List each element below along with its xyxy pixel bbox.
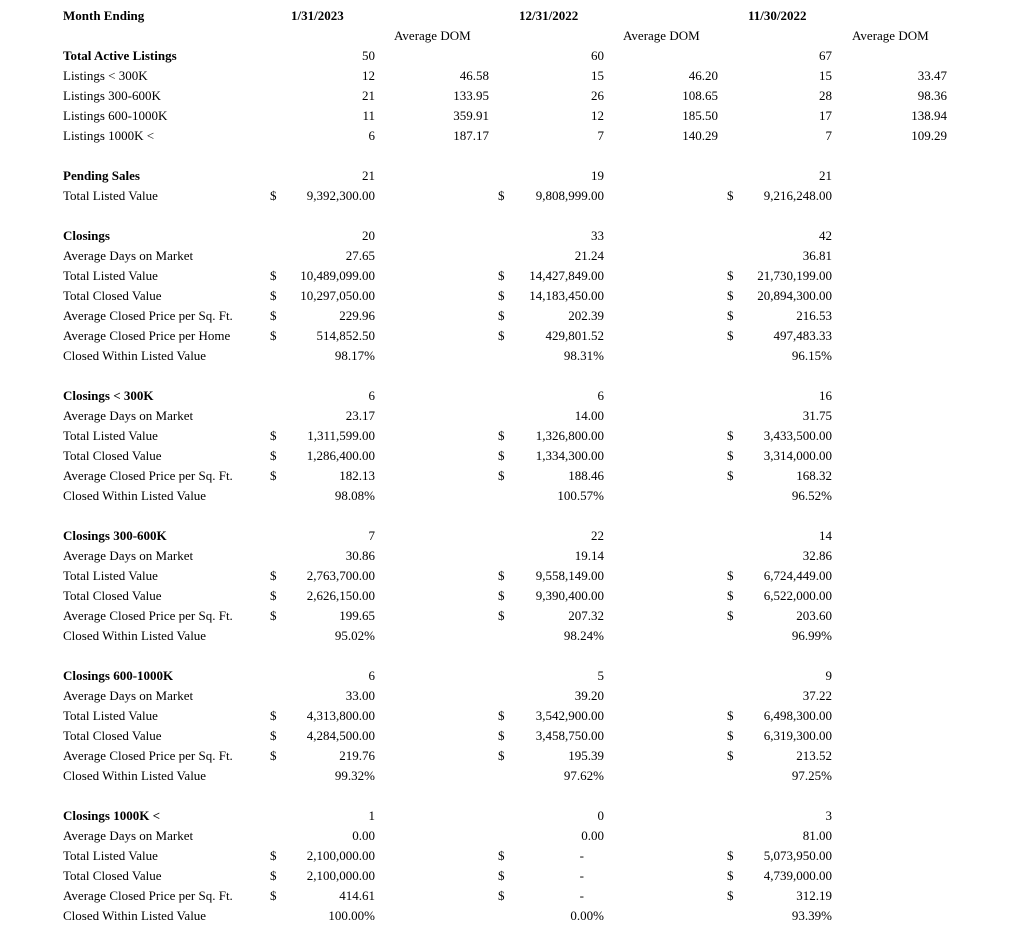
section-count: 5 [597, 668, 604, 683]
metric-value: 36.81 [802, 248, 832, 263]
metric-value: 216.53 [796, 308, 832, 323]
section-count: 19 [591, 168, 604, 183]
metric-value: 182.13 [339, 468, 375, 483]
section-count: 3 [825, 808, 832, 823]
metric-value: 6,319,300.00 [763, 728, 832, 743]
dollar-sign: $ [727, 268, 734, 283]
metric-value: 9,558,149.00 [535, 568, 604, 583]
metric-value: 23.17 [345, 408, 375, 423]
section-count: 0 [597, 808, 604, 823]
metric-value: 14,183,450.00 [529, 288, 604, 303]
metric-value: 95.02% [334, 628, 375, 643]
dollar-sign: $ [498, 268, 505, 283]
metric-value: 207.32 [568, 608, 604, 623]
metric-value: 188.46 [568, 468, 604, 483]
metric-label: Average Closed Price per Sq. Ft. [63, 888, 233, 903]
metric-label: Average Closed Price per Sq. Ft. [63, 748, 233, 763]
metric-value: 97.25% [791, 768, 832, 783]
dollar-sign: $ [727, 608, 734, 623]
section-count: 1 [368, 808, 375, 823]
metric-value: 96.99% [791, 628, 832, 643]
metric-value: 15 [591, 68, 604, 83]
metric-value: 21.24 [574, 248, 604, 263]
metric-value: 1,311,599.00 [307, 428, 375, 443]
metric-value: 1,334,300.00 [535, 448, 604, 463]
average-dom-value: 138.94 [911, 108, 947, 123]
metric-value: 14,427,849.00 [529, 268, 604, 283]
metric-label: Total Closed Value [63, 588, 162, 603]
metric-value: 2,100,000.00 [306, 868, 375, 883]
metric-value: 203.60 [796, 608, 832, 623]
section-count: 50 [362, 48, 375, 63]
average-dom-header: Average DOM [852, 28, 929, 43]
metric-label: Average Days on Market [63, 688, 194, 703]
average-dom-value: 46.20 [688, 68, 718, 83]
dollar-sign: $ [270, 728, 277, 743]
dollar-sign: $ [498, 888, 505, 903]
metric-value: 168.32 [796, 468, 832, 483]
dollar-sign: $ [270, 448, 277, 463]
dollar-sign: $ [498, 188, 505, 203]
metric-value: 6 [368, 128, 375, 143]
metric-value: 2,100,000.00 [306, 848, 375, 863]
average-dom-value: 140.29 [682, 128, 718, 143]
metric-value: 229.96 [339, 308, 375, 323]
dollar-sign: $ [727, 708, 734, 723]
dollar-sign: $ [498, 328, 505, 343]
metric-value: 32.86 [802, 548, 832, 563]
dollar-sign: $ [498, 448, 505, 463]
dollar-sign: $ [498, 288, 505, 303]
dollar-sign: $ [270, 868, 277, 883]
metric-label: Average Days on Market [63, 408, 194, 423]
dollar-sign: $ [270, 608, 277, 623]
metric-value: 2,763,700.00 [306, 568, 375, 583]
metric-value: 15 [819, 68, 832, 83]
metric-value: 199.65 [339, 608, 375, 623]
section-count: 21 [362, 168, 375, 183]
section-title: Closings < 300K [63, 388, 154, 403]
metric-value: 7 [597, 128, 604, 143]
average-dom-value: 108.65 [682, 88, 718, 103]
metric-value: 10,489,099.00 [300, 268, 375, 283]
metric-value: 81.00 [802, 828, 832, 843]
dollar-sign: $ [727, 288, 734, 303]
metric-value: 12 [362, 68, 375, 83]
metric-value: 27.65 [345, 248, 375, 263]
metric-value: 3,542,900.00 [535, 708, 604, 723]
metric-label: Listings 600-1000K [63, 108, 168, 123]
dollar-sign: $ [727, 868, 734, 883]
metric-label: Total Listed Value [63, 428, 158, 443]
metric-value: 9,216,248.00 [763, 188, 832, 203]
dollar-sign: $ [727, 468, 734, 483]
metric-value: 98.24% [563, 628, 604, 643]
metric-value: 195.39 [568, 748, 604, 763]
metric-value: 12 [591, 108, 604, 123]
metric-value: 17 [819, 108, 832, 123]
metric-label: Total Closed Value [63, 728, 162, 743]
metric-label: Closed Within Listed Value [63, 488, 207, 503]
section-title: Pending Sales [63, 168, 140, 183]
dollar-sign: $ [270, 268, 277, 283]
dollar-sign: $ [727, 448, 734, 463]
metric-value: 10,297,050.00 [300, 288, 375, 303]
metric-value: 497,483.33 [773, 328, 832, 343]
section-count: 33 [591, 228, 604, 243]
metric-value: 7 [825, 128, 832, 143]
metric-value: 1,326,800.00 [535, 428, 604, 443]
metric-value: 30.86 [345, 548, 375, 563]
metric-label: Average Closed Price per Sq. Ft. [63, 468, 233, 483]
metric-label: Average Closed Price per Sq. Ft. [63, 308, 233, 323]
metric-value: 37.22 [802, 688, 832, 703]
metric-label: Average Days on Market [63, 548, 194, 563]
metric-label: Average Closed Price per Sq. Ft. [63, 608, 233, 623]
metric-value: - [579, 848, 584, 863]
dollar-sign: $ [270, 288, 277, 303]
metric-label: Total Listed Value [63, 848, 158, 863]
dollar-sign: $ [498, 608, 505, 623]
section-count: 21 [819, 168, 832, 183]
section-title: Closings 1000K < [63, 808, 160, 823]
metric-value: 312.19 [796, 888, 832, 903]
average-dom-header: Average DOM [394, 28, 471, 43]
metric-label: Average Days on Market [63, 828, 194, 843]
metric-value: 20,894,300.00 [757, 288, 832, 303]
metric-label: Total Closed Value [63, 288, 162, 303]
dollar-sign: $ [270, 468, 277, 483]
metric-label: Closed Within Listed Value [63, 908, 207, 923]
metric-label: Total Closed Value [63, 448, 162, 463]
metric-value: 98.17% [334, 348, 375, 363]
metric-value: 11 [362, 108, 375, 123]
dollar-sign: $ [498, 708, 505, 723]
metric-value: 3,433,500.00 [763, 428, 832, 443]
dollar-sign: $ [498, 468, 505, 483]
dollar-sign: $ [498, 868, 505, 883]
metric-value: 98.08% [334, 488, 375, 503]
metric-label: Listings 1000K < [63, 128, 155, 143]
average-dom-value: 46.58 [459, 68, 489, 83]
dollar-sign: $ [270, 328, 277, 343]
dollar-sign: $ [498, 568, 505, 583]
metric-value: 3,458,750.00 [535, 728, 604, 743]
metric-label: Total Listed Value [63, 268, 158, 283]
metric-value: 5,073,950.00 [763, 848, 832, 863]
dollar-sign: $ [270, 748, 277, 763]
metric-value: 1,286,400.00 [306, 448, 375, 463]
dollar-sign: $ [270, 428, 277, 443]
dollar-sign: $ [727, 308, 734, 323]
metric-label: Listings 300-600K [63, 88, 161, 103]
section-count: 60 [591, 48, 604, 63]
month-ending-label: Month Ending [63, 8, 145, 23]
metric-value: 6,522,000.00 [763, 588, 832, 603]
metric-value: 4,284,500.00 [306, 728, 375, 743]
metric-value: 202.39 [568, 308, 604, 323]
average-dom-header: Average DOM [623, 28, 700, 43]
section-count: 42 [819, 228, 832, 243]
dollar-sign: $ [498, 848, 505, 863]
metric-value: 2,626,150.00 [306, 588, 375, 603]
metric-value: 21 [362, 88, 375, 103]
section-count: 67 [819, 48, 832, 63]
dollar-sign: $ [727, 328, 734, 343]
metric-value: - [579, 868, 584, 883]
dollar-sign: $ [270, 888, 277, 903]
average-dom-value: 187.17 [453, 128, 489, 143]
metric-label: Closed Within Listed Value [63, 348, 207, 363]
dollar-sign: $ [270, 848, 277, 863]
section-count: 6 [368, 388, 375, 403]
metric-label: Total Listed Value [63, 188, 158, 203]
metric-value: 3,314,000.00 [763, 448, 832, 463]
dollar-sign: $ [270, 708, 277, 723]
dollar-sign: $ [498, 588, 505, 603]
metric-value: 100.57% [557, 488, 604, 503]
section-count: 14 [819, 528, 832, 543]
metric-value: 28 [819, 88, 832, 103]
metric-label: Closed Within Listed Value [63, 768, 207, 783]
month-header: 1/31/2023 [291, 8, 344, 23]
dollar-sign: $ [270, 188, 277, 203]
average-dom-value: 133.95 [453, 88, 489, 103]
metric-value: 9,390,400.00 [535, 588, 604, 603]
dollar-sign: $ [727, 568, 734, 583]
metric-value: 6,724,449.00 [763, 568, 832, 583]
metric-value: 100.00% [328, 908, 375, 923]
section-count: 7 [368, 528, 375, 543]
section-count: 20 [362, 228, 375, 243]
metric-value: 4,313,800.00 [306, 708, 375, 723]
section-count: 6 [368, 668, 375, 683]
metric-label: Closed Within Listed Value [63, 628, 207, 643]
metric-value: - [579, 888, 584, 903]
metric-value: 0.00 [581, 828, 604, 843]
metric-value: 0.00 [352, 828, 375, 843]
dollar-sign: $ [270, 308, 277, 323]
metric-value: 98.31% [563, 348, 604, 363]
section-count: 16 [819, 388, 832, 403]
dollar-sign: $ [727, 848, 734, 863]
metric-value: 96.52% [791, 488, 832, 503]
metric-value: 6,498,300.00 [763, 708, 832, 723]
section-count: 9 [825, 668, 832, 683]
metric-value: 39.20 [574, 688, 604, 703]
metric-value: 219.76 [339, 748, 375, 763]
section-title: Total Active Listings [63, 48, 177, 63]
month-header: 12/31/2022 [519, 8, 579, 23]
average-dom-value: 109.29 [911, 128, 947, 143]
metric-value: 99.32% [334, 768, 375, 783]
metric-value: 213.52 [796, 748, 832, 763]
metric-value: 19.14 [574, 548, 604, 563]
section-title: Closings 300-600K [63, 528, 167, 543]
metric-value: 429,801.52 [545, 328, 604, 343]
average-dom-value: 185.50 [682, 108, 718, 123]
metric-label: Total Listed Value [63, 708, 158, 723]
section-count: 6 [597, 388, 604, 403]
section-title: Closings [63, 228, 110, 243]
dollar-sign: $ [498, 428, 505, 443]
dollar-sign: $ [270, 568, 277, 583]
metric-label: Listings < 300K [63, 68, 148, 83]
dollar-sign: $ [727, 428, 734, 443]
metric-value: 0.00% [570, 908, 604, 923]
metric-value: 93.39% [791, 908, 832, 923]
section-count: 22 [591, 528, 604, 543]
dollar-sign: $ [727, 588, 734, 603]
dollar-sign: $ [727, 188, 734, 203]
dollar-sign: $ [727, 888, 734, 903]
metric-label: Average Closed Price per Home [63, 328, 231, 343]
metric-value: 97.62% [563, 768, 604, 783]
metric-value: 96.15% [791, 348, 832, 363]
average-dom-value: 33.47 [917, 68, 947, 83]
metric-value: 31.75 [802, 408, 832, 423]
metric-label: Total Closed Value [63, 868, 162, 883]
metric-value: 514,852.50 [316, 328, 375, 343]
dollar-sign: $ [727, 728, 734, 743]
month-header: 11/30/2022 [748, 8, 807, 23]
metric-value: 21,730,199.00 [757, 268, 832, 283]
metric-value: 9,808,999.00 [535, 188, 604, 203]
metric-value: 9,392,300.00 [306, 188, 375, 203]
metric-value: 14.00 [574, 408, 604, 423]
dollar-sign: $ [498, 728, 505, 743]
average-dom-value: 98.36 [917, 88, 947, 103]
dollar-sign: $ [498, 748, 505, 763]
metric-label: Total Listed Value [63, 568, 158, 583]
average-dom-value: 359.91 [453, 108, 489, 123]
metric-value: 33.00 [345, 688, 375, 703]
dollar-sign: $ [727, 748, 734, 763]
section-title: Closings 600-1000K [63, 668, 174, 683]
dollar-sign: $ [270, 588, 277, 603]
metric-value: 414.61 [339, 888, 375, 903]
metric-value: 4,739,000.00 [763, 868, 832, 883]
metric-label: Average Days on Market [63, 248, 194, 263]
metric-value: 26 [591, 88, 604, 103]
dollar-sign: $ [498, 308, 505, 323]
